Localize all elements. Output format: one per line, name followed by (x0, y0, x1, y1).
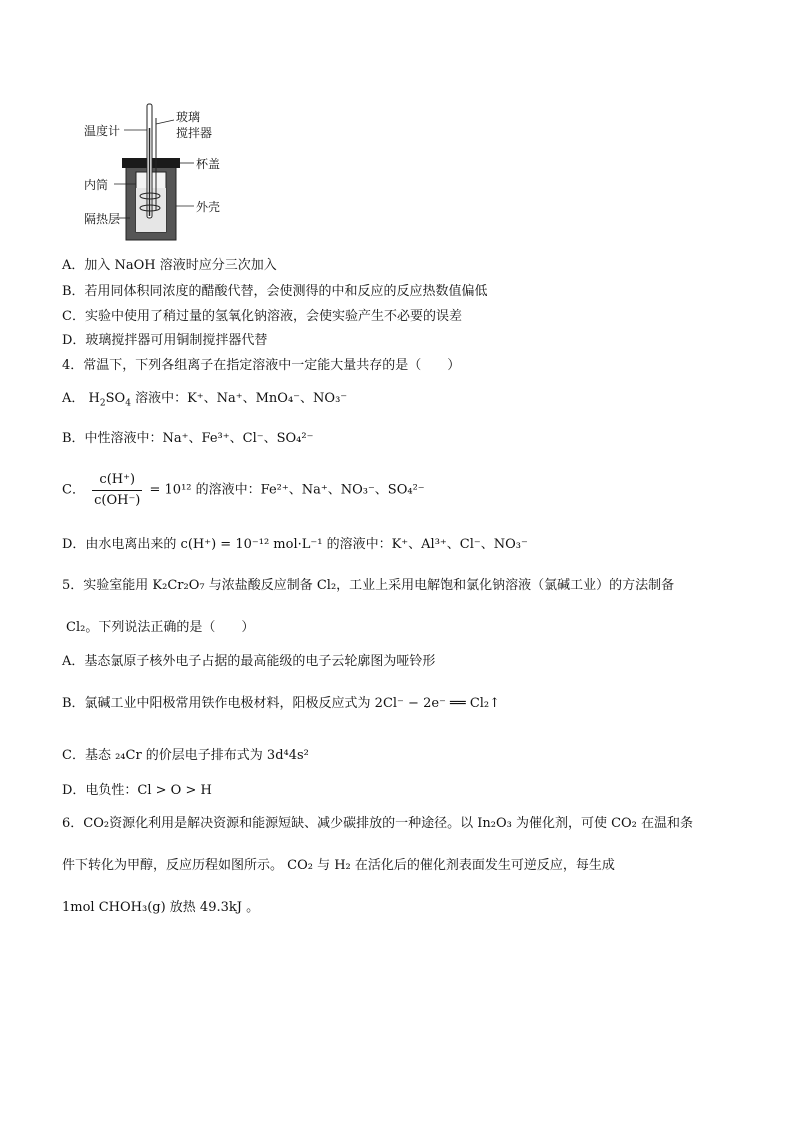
label-stirrer-2: 搅拌器 (176, 126, 213, 140)
q5-option-b: B．氯碱工业中阳极常用铁作电极材料，阳极反应式为 2Cl⁻ − 2e⁻ ══ Cl₂↑ (62, 696, 501, 711)
q4-option-c-numerator: c(H⁺) (92, 470, 142, 491)
q5-option-c: C．基态 ₂₄Cr 的价层电子排布式为 3d⁴4s² (62, 748, 309, 763)
q3-option-d: D．玻璃搅拌器可用铜制搅拌器代替 (62, 333, 268, 348)
label-inner: 内筒 (84, 178, 109, 192)
q3-option-a: A．加入 NaOH 溶液时应分三次加入 (62, 258, 277, 273)
q4-option-a (62, 390, 347, 413)
label-lid: 杯盖 (196, 157, 221, 171)
q4-option-b: B．中性溶液中：Na⁺、Fe³⁺、Cl⁻、SO₄²⁻ (62, 431, 314, 446)
q4-option-c-denominator: c(OH⁻) (94, 493, 141, 508)
q4-stem: 4．常温下，下列各组离子在指定溶液中一定能大量共存的是（ ） (62, 358, 461, 373)
label-stirrer-1: 玻璃 (176, 110, 201, 124)
q3-option-b: B．若用同体积同浓度的醋酸代替，会使测得的中和反应的反应热数值偏低 (62, 284, 488, 299)
q4-option-c (62, 470, 425, 511)
q5-stem-line1: 5．实验室能用 K₂Cr₂O₇ 与浓盐酸反应制备 Cl₂，工业上采用电解饱和氯化钠溶液（氯碱工业）的方法制备 (62, 578, 675, 593)
label-thermometer: 温度计 (84, 124, 121, 138)
q6-line3: 1mol CHOH₃(g) 放热 49.3kJ 。 (62, 900, 260, 915)
q5-option-d: D．电负性：Cl > O > H (62, 783, 212, 798)
label-insulation: 隔热层 (84, 212, 121, 226)
q4-option-c-prefix: C． (62, 482, 85, 498)
q5-option-a: A．基态氯原子核外电子占据的最高能级的电子云轮廓图为哑铃形 (62, 654, 436, 669)
label-shell: 外壳 (196, 200, 221, 214)
q4-option-c-fraction (92, 470, 142, 511)
q4-option-c-rest: = 10¹² 的溶液中：Fe²⁺、Na⁺、NO₃⁻、SO₄²⁻ (149, 482, 425, 498)
q5-stem-line2: Cl₂。下列说法正确的是（ ） (66, 620, 255, 635)
q4-option-a-prefix: A． (62, 391, 85, 406)
calorimeter-figure (84, 98, 234, 244)
q6-line2: 件下转化为甲醇，反应历程如图所示。 CO₂ 与 H₂ 在活化后的催化剂表面发生可逆反应，每生成 (62, 858, 615, 873)
q4-option-d: D．由水电离出来的 c(H⁺) = 10⁻¹² mol·L⁻¹ 的溶液中：K⁺、Al³⁺、Cl⁻、NO₃⁻ (62, 537, 528, 552)
q3-option-c: C．实验中使用了稍过量的氢氧化钠溶液，会使实验产生不必要的误差 (62, 309, 462, 324)
q4-option-a-formula: $H_2SO_4$ (88, 391, 131, 409)
q6-line1: 6．CO₂资源化利用是解决资源和能源短缺、减少碳排放的一种途径。以 In₂O₃ 为催化剂，可使 CO₂ 在温和条 (62, 816, 694, 831)
q4-option-a-text: 溶液中：K⁺、Na⁺、MnO₄⁻、NO₃⁻ (135, 391, 348, 406)
